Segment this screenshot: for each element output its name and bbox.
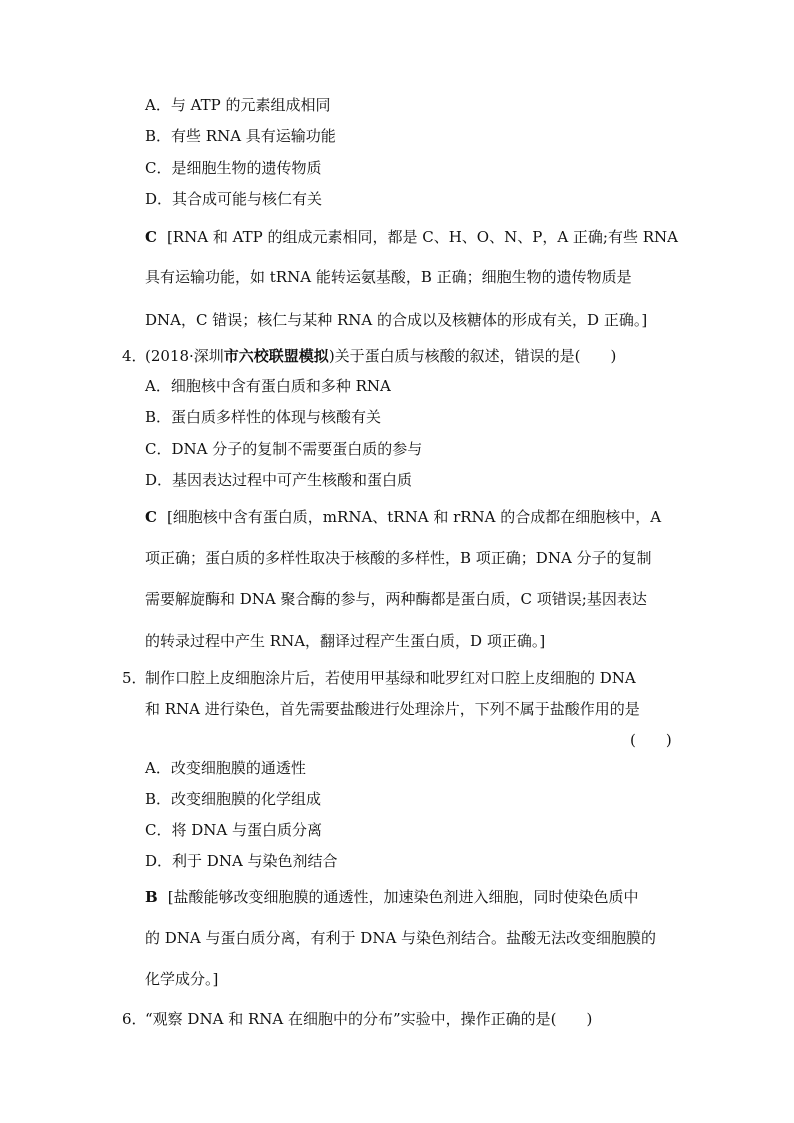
q4-explanation-text-1: [细胞核中含有蛋白质，mRNA、tRNA 和 rRNA 的合成都在细胞核中，A <box>166 508 662 526</box>
q5-answer: B <box>145 888 158 906</box>
q4-stem-suffix: )关于蛋白质与核酸的叙述，错误的是( ) <box>328 347 617 365</box>
q4-explanation-line-3: 需要解旋酶和 DNA 聚合酶的参与，两种酶都是蛋白质，C 项错误;基因表达 <box>145 590 647 608</box>
q6-number: 6． <box>122 1010 147 1028</box>
q4-option-b: B．蛋白质多样性的体现与核酸有关 <box>145 408 382 426</box>
q4-option-c: C．DNA 分子的复制不需要蛋白质的参与 <box>145 440 423 458</box>
q3-explanation-line-3: DNA，C 错误；核仁与某种 RNA 的合成以及核糖体的形成有关，D 正确。] <box>145 311 648 329</box>
q4-option-d: D．基因表达过程中可产生核酸和蛋白质 <box>145 471 413 489</box>
q5-answer-blank: ( ) <box>630 731 672 749</box>
q5-option-d: D．利于 DNA 与染色剂结合 <box>145 852 338 870</box>
q5-number: 5． <box>122 669 147 687</box>
q3-option-c: C．是细胞生物的遗传物质 <box>145 159 322 177</box>
q5-stem-line-1: 制作口腔上皮细胞涂片后，若使用甲基绿和吡罗红对口腔上皮细胞的 DNA <box>145 669 636 687</box>
q4-stem-prefix: (2018·深圳 <box>145 347 224 365</box>
q4-stem-source: 市六校联盟模拟 <box>223 347 329 365</box>
q5-explanation-line-2: 的 DNA 与蛋白质分离，有利于 DNA 与染色剂结合。盐酸无法改变细胞膜的 <box>145 929 657 947</box>
q3-explanation-line-2: 具有运输功能，如 tRNA 能转运氨基酸，B 正确；细胞生物的遗传物质是 <box>145 268 632 286</box>
q4-option-a: A．细胞核中含有蛋白质和多种 RNA <box>145 377 391 395</box>
q5-explanation-line-1 <box>145 887 639 907</box>
q4-stem <box>145 346 616 366</box>
q3-answer: C <box>145 228 157 246</box>
q5-explanation-line-3: 化学成分。] <box>145 970 219 988</box>
q3-explanation-text-1: [RNA 和 ATP 的组成元素相同，都是 C、H、O、N、P，A 正确;有些 RNA <box>166 228 678 246</box>
q6-stem: “观察 DNA 和 RNA 在细胞中的分布”实验中，操作正确的是( ) <box>145 1010 593 1028</box>
q3-explanation-line-1 <box>145 227 678 247</box>
q3-option-a: A．与 ATP 的元素组成相同 <box>145 96 331 114</box>
q5-explanation-text-1: [盐酸能够改变细胞膜的通透性，加速染色剂进入细胞，同时使染色质中 <box>167 888 639 906</box>
q5-stem-line-2: 和 RNA 进行染色，首先需要盐酸进行处理涂片，下列不属于盐酸作用的是 <box>145 700 640 718</box>
q5-option-a: A．改变细胞膜的通透性 <box>145 759 306 777</box>
q4-explanation-line-1 <box>145 507 661 527</box>
q5-option-c: C．将 DNA 与蛋白质分离 <box>145 821 322 839</box>
q3-option-d: D．其合成可能与核仁有关 <box>145 190 323 208</box>
q4-explanation-line-4: 的转录过程中产生 RNA，翻译过程产生蛋白质，D 项正确。] <box>145 632 546 650</box>
q4-answer: C <box>145 508 157 526</box>
q4-explanation-line-2: 项正确；蛋白质的多样性取决于核酸的多样性，B 项正确；DNA 分子的复制 <box>145 549 652 567</box>
q4-number: 4． <box>122 347 147 365</box>
q5-option-b: B．改变细胞膜的化学组成 <box>145 790 322 808</box>
q3-option-b: B．有些 RNA 具有运输功能 <box>145 127 336 145</box>
